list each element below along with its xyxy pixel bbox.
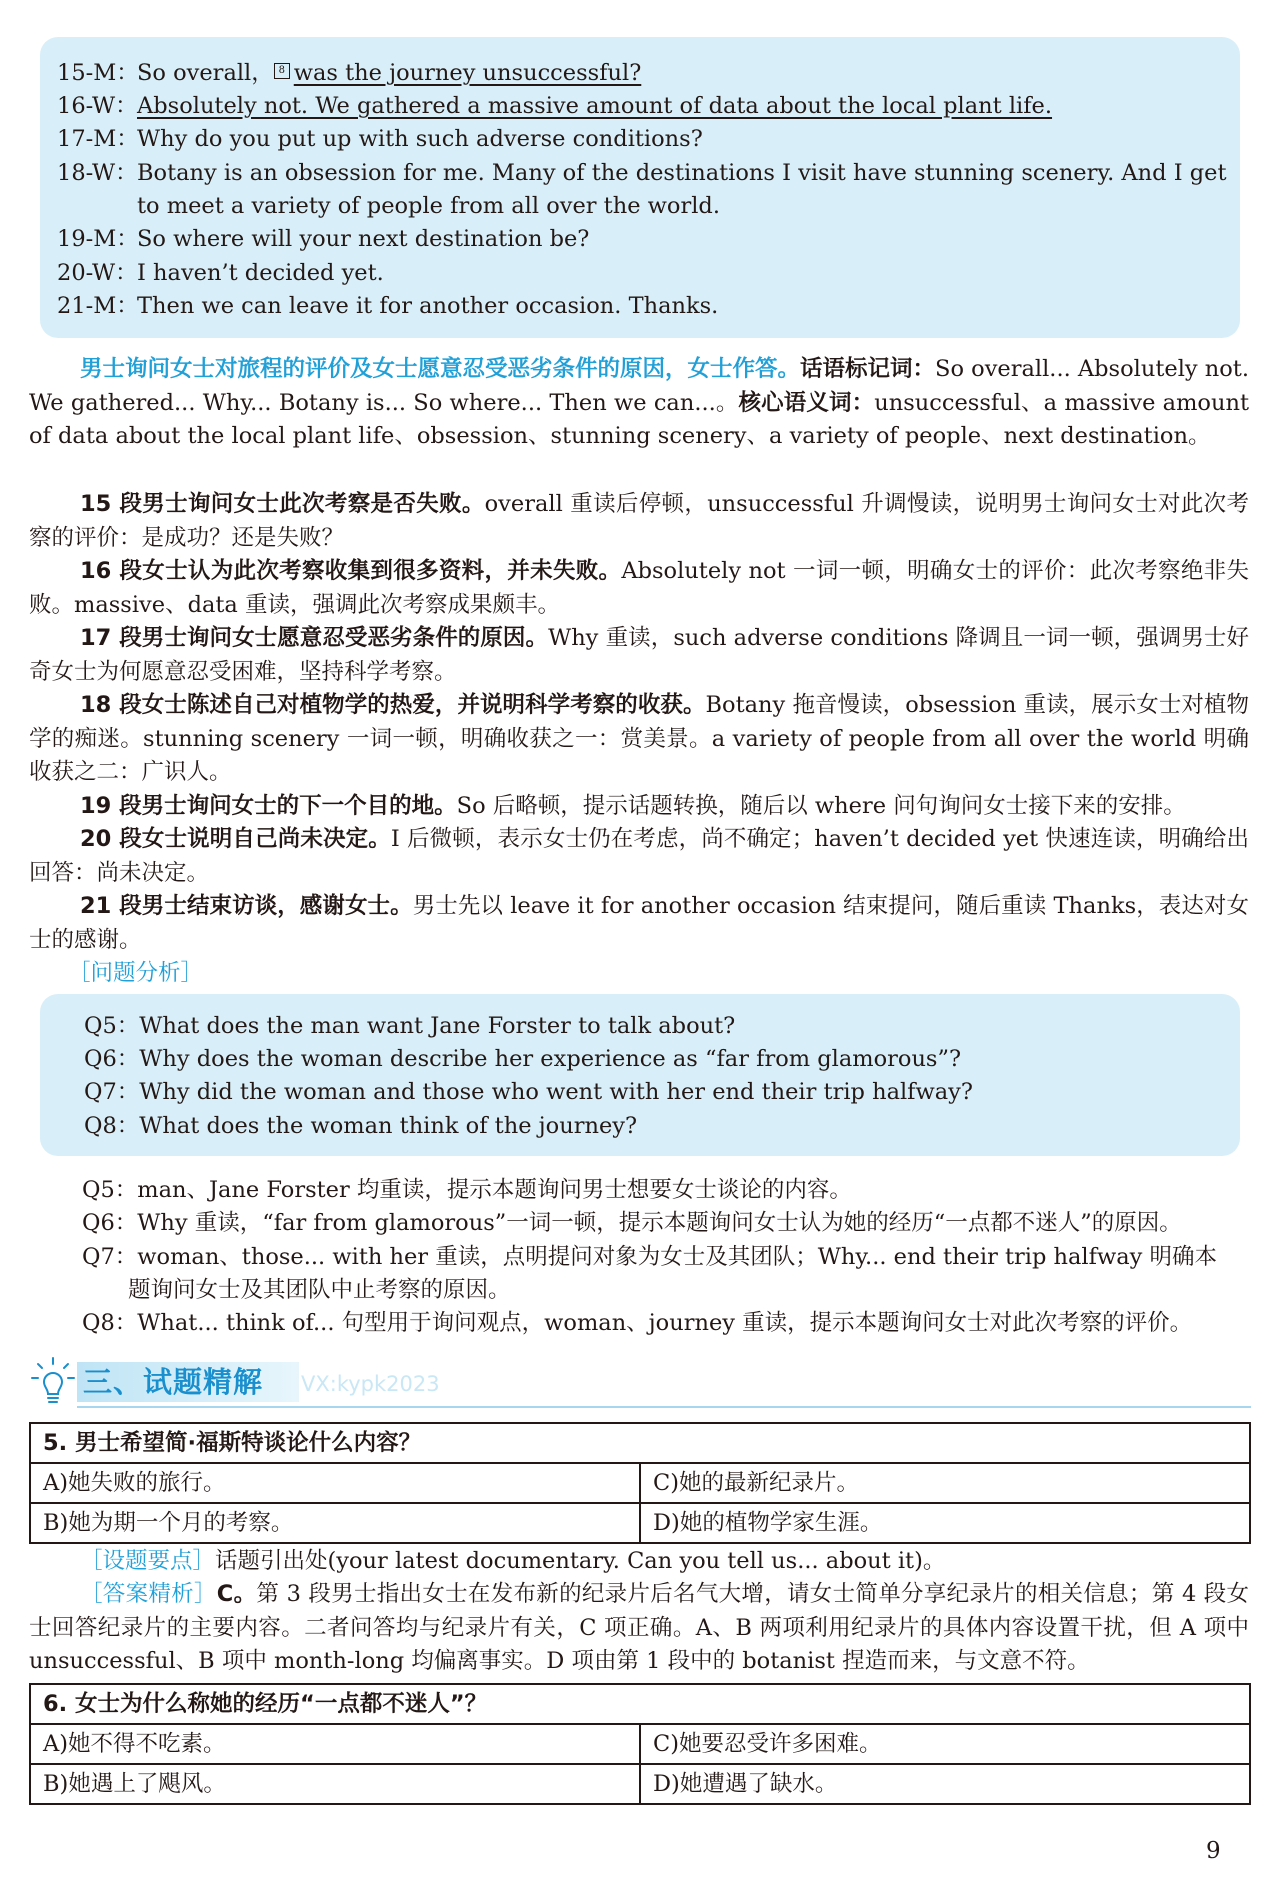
setting-point: ［设题要点］话题引出处(your latest documentary. Can you tell us... about it)。 [80, 1548, 946, 1574]
option-6b: B)她遇上了飓风。 [30, 1764, 640, 1804]
question-q5: Q5：What does the man want Jane Forster to talk about? [84, 1013, 736, 1039]
speaker: 19-M： [57, 226, 139, 252]
option-5c: C)她的最新纪录片。 [640, 1463, 1250, 1503]
dialogue-line-16 [57, 90, 1052, 123]
dialogue-line-19: 19-M：So where will your next destination be? [57, 223, 589, 256]
option-5b: B)她为期一个月的考察。 [30, 1503, 640, 1543]
dialogue-line-18-cont: to meet a variety of people from all over the world. [137, 193, 720, 219]
speaker: 16-W： [57, 93, 138, 119]
analysis-q7-cont: 题询问女士及其团队中止考察的原因。 [128, 1277, 511, 1303]
section-rule [77, 1406, 1251, 1408]
lightbulb-icon [29, 1356, 77, 1410]
speaker: 17-M： [57, 126, 139, 152]
intro-paragraph: 男士询问女士对旅程的评价及女士愿意忍受恶劣条件的原因，女士作答。话语标记词：So overall... Absolutely not. We gathered... Why... Botany is... So where... Then we can...。核心语义词：unsuccessful、a massive amount of data about the local plant life、obsession、stunning scenery、a variety of people、next destination。 [29, 356, 1249, 450]
segment-21: 21 段男士结束访谈，感谢女士。男士先以 leave it for another occasion 结束提问，随后重读 Thanks，表达对女士的感谢。 [29, 893, 1249, 953]
intro-lead: 男士询问女士对旅程的评价及女士愿意忍受恶劣条件的原因，女士作答。 [80, 356, 801, 382]
underlined-text: was the journey unsuccessful? [293, 60, 642, 86]
question-q6: Q6：Why does the woman describe her experience as “far from glamorous”? [84, 1046, 962, 1072]
question-analysis-label: ［问题分析］ [68, 960, 204, 986]
answer-letter: C。 [216, 1581, 257, 1607]
analysis-q8: Q8：What... think of... 句型用于询问观点，woman、journey 重读，提示本题询问女士对此次考察的评价。 [82, 1310, 1193, 1336]
segment-16: 16 段女士认为此次考察收集到很多资料，并未失败。Absolutely not 一词一顿，明确女士的评价：此次考察绝非失败。massive、data 重读，强调此次考察成果颇丰。 [29, 558, 1249, 618]
section-title: 三、试题精解 [77, 1362, 299, 1402]
setting-point-label: ［设题要点］ [80, 1548, 216, 1574]
core-label: 核心语义词： [738, 389, 875, 416]
dialogue-line-20: 20-W：I haven’t decided yet. [57, 257, 384, 290]
segment-18: 18 段女士陈述自己对植物学的热爱，并说明科学考察的收获。Botany 拖音慢读，obsession 重读，展示女士对植物学的痴迷。stunning scenery 一词一顿，明确收获之一：赏美景。a variety of people from all over the world 明确收获之二：广识人。 [29, 692, 1249, 786]
speaker: 15-M： [57, 60, 139, 86]
speaker: 18-W： [57, 160, 138, 186]
option-5a: A)她失败的旅行。 [30, 1463, 640, 1503]
question-5-table [29, 1422, 1251, 1544]
underlined-text: Absolutely not. We gathered a massive amount of data about the local plant life. [137, 93, 1053, 119]
dialogue-line-18: 18-W：Botany is an obsession for me. Many of the destinations I visit have stunning scenery. And I get [57, 157, 1227, 190]
page-number: 9 [1206, 1838, 1221, 1864]
markers-label: 话语标记词： [800, 356, 936, 382]
option-6a: A)她不得不吃素。 [30, 1724, 640, 1764]
dialogue-line-15: 15-M：So overall， 8 was the journey unsuccessful? [57, 57, 641, 90]
question-5-stem: 5. 男士希望简·福斯特谈论什么内容？ [30, 1423, 1250, 1463]
segment-20: 20 段女士说明自己尚未决定。I 后微顿，表示女士仍在考虑，尚不确定；haven’t decided yet 快速连读，明确给出回答：尚未决定。 [29, 826, 1249, 886]
option-5d: D)她的植物学家生涯。 [640, 1503, 1250, 1543]
analysis-q5: Q5：man、Jane Forster 均重读，提示本题询问男士想要女士谈论的内容。 [82, 1177, 852, 1203]
speaker: 20-W： [57, 260, 138, 286]
segment-19: 19 段男士询问女士的下一个目的地。So 后略顿，提示话题转换，随后以 where 问句询问女士接下来的安排。 [80, 793, 1186, 819]
speaker: 21-M： [57, 293, 139, 319]
dialogue-line-21: 21-M：Then we can leave it for another occasion. Thanks. [57, 290, 718, 323]
segment-17: 17 段男士询问女士愿意忍受恶劣条件的原因。Why 重读，such adverse conditions 降调且一词一顿，强调男士好奇女士为何愿意忍受困难，坚持科学考察。 [29, 625, 1249, 685]
option-6c: C)她要忍受许多困难。 [640, 1724, 1250, 1764]
option-6d: D)她遭遇了缺水。 [640, 1764, 1250, 1804]
question-6-stem: 6. 女士为什么称她的经历“一点都不迷人”？ [30, 1684, 1250, 1724]
question-q8: Q8：What does the woman think of the journey? [84, 1113, 638, 1139]
segment-15: 15 段男士询问女士此次考察是否失败。overall 重读后停顿，unsuccessful 升调慢读，说明男士询问女士对此次考察的评价：是成功？还是失败？ [29, 491, 1249, 551]
answer-analysis: ［答案精析］C。第 3 段男士指出女士在发布新的纪录片后名气大增，请女士简单分享纪录片的相关信息；第 4 段女士回答纪录片的主要内容。二者问答均与纪录片有关，C 项正确。A、B 两项利用纪录片的具体内容设置干扰，但 A 项中 unsuccessful、B 项中 month-long 均偏离事实。D 项由第 1 段中的 botanist 捏造而来，与文意不符。 [29, 1581, 1249, 1675]
answer-analysis-label: ［答案精析］ [80, 1581, 217, 1607]
dialogue-line-17: 17-M：Why do you put up with such adverse conditions? [57, 123, 703, 156]
analysis-q6: Q6：Why 重读，“far from glamorous”一词一顿，提示本题询问女士认为她的经历“一点都不迷人”的原因。 [82, 1210, 1182, 1236]
question-q7: Q7：Why did the woman and those who went with her end their trip halfway? [84, 1079, 973, 1105]
question-number-mark: 8 [274, 63, 290, 79]
analysis-q7: Q7：woman、those... with her 重读，点明提问对象为女士及其团队；Why... end their trip halfway 明确本 [82, 1244, 1217, 1270]
section-header [29, 1356, 1251, 1410]
watermark: VX:kypk2023 [301, 1372, 440, 1396]
question-6-table [29, 1683, 1251, 1805]
